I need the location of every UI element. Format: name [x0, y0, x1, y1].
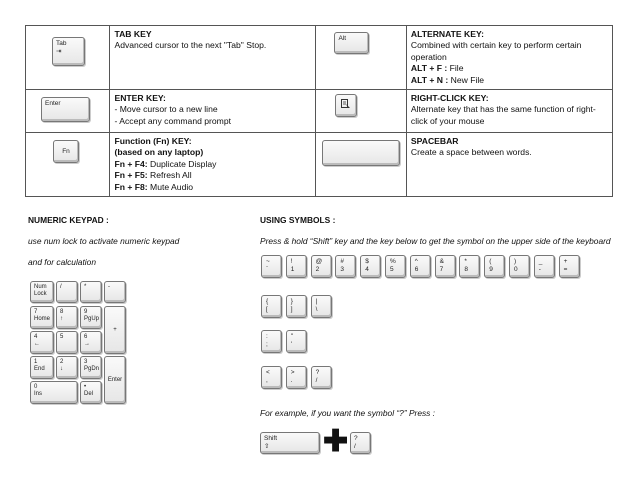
symbol-key: $ 4	[360, 255, 381, 278]
up-arrow-icon: ⇧	[264, 442, 270, 450]
alt-key-cell	[316, 26, 406, 90]
num7-key: 7 Home	[30, 306, 54, 329]
symbol-key: ! 1	[286, 255, 307, 278]
keys-table	[25, 25, 613, 197]
numpad-line2: and for calculation	[28, 257, 96, 267]
plus-sign-icon: ✚	[323, 425, 349, 458]
spacebar-key-desc: SPACEBAR Create a space between words.	[406, 133, 612, 197]
num0-key: 0 Ins	[30, 381, 78, 404]
enter-key-cell	[26, 90, 110, 133]
numpad-enter-key: Enter	[104, 356, 126, 404]
right-click-key-title: RIGHT-CLICK KEY:	[410, 93, 489, 104]
context-menu-icon	[341, 99, 351, 113]
alt-key-image: Alt	[334, 32, 369, 54]
fn-key-title: Function (Fn) KEY:	[114, 136, 192, 147]
tab-key-desc: TAB KEY Advanced cursor to the next "Tab" Stop.	[110, 26, 316, 90]
num1-key: 1 End	[30, 356, 54, 379]
symbol-key: ( 9	[484, 255, 505, 278]
right-click-key-desc: RIGHT-CLICK KEY: Alternate key that has the same function of right-click of your mouse	[406, 90, 612, 133]
symbol-key: " '	[286, 330, 307, 353]
table-row	[26, 133, 613, 197]
num2-key: 2 ↓	[56, 356, 78, 379]
symbol-key: + =	[559, 255, 580, 278]
fn-key-cell	[26, 133, 110, 197]
minus-key: -	[104, 281, 126, 303]
symbol-key: # 3	[335, 255, 356, 278]
symbol-key: % 5	[385, 255, 406, 278]
symbol-key: | \	[311, 295, 332, 318]
enter-key-image: Enter	[41, 97, 90, 122]
symbol-key: ? /	[311, 366, 332, 389]
symbol-key: ~ `	[261, 255, 282, 278]
star-key: *	[80, 281, 102, 303]
symbol-key: > .	[286, 366, 307, 389]
numpad-line1: use num lock to activate numeric keypad	[28, 236, 180, 246]
symbols-heading: USING SYMBOLS :	[260, 215, 336, 225]
symbol-key: _ -	[534, 255, 555, 278]
tab-key-image: Tab ⇥	[52, 37, 85, 66]
right-click-key-image	[335, 94, 357, 117]
table-row	[26, 90, 613, 133]
table-row	[26, 26, 613, 90]
example-text: For example, if you want the symbol “?” Press :	[260, 408, 436, 418]
symbol-key: * 8	[459, 255, 480, 278]
num4-key: 4 ←	[30, 331, 54, 354]
symbol-key: ^ 6	[410, 255, 431, 278]
num6-key: 6 →	[80, 331, 102, 354]
fn-key-image: Fn	[53, 140, 79, 163]
spacebar-key-cell	[316, 133, 406, 197]
right-click-key-cell	[316, 90, 406, 133]
shift-key: Shift ⇧	[260, 432, 320, 454]
alt-key-desc: ALTERNATE KEY: Combined with certain key to perform certain operation ALT + F : File ALT + N : New File	[406, 26, 612, 90]
tab-key-title: TAB KEY	[114, 29, 152, 39]
symbol-key: ) 0	[509, 255, 530, 278]
tab-arrow-icon: ⇥	[56, 47, 62, 55]
num8-key: 8 ↑	[56, 306, 78, 329]
symbol-key: < ,	[261, 366, 282, 389]
symbol-key: } ]	[286, 295, 307, 318]
num9-key: 9 PgUp	[80, 306, 102, 329]
numlock-key: Num Lock	[30, 281, 54, 303]
example-question-key: ? /	[350, 432, 371, 454]
alt-key-title: ALTERNATE KEY:	[410, 29, 484, 39]
slash-key: /	[56, 281, 78, 303]
enter-key-desc: ENTER KEY: - Move cursor to a new line - Accept any command prompt	[110, 90, 316, 133]
num5-key: 5	[56, 331, 78, 354]
dot-key: • Del	[80, 381, 102, 404]
fn-key-desc: Function (Fn) KEY: (based on any laptop) Fn + F4: Duplicate Display Fn + F5: Refresh All Fn + F8: Mute Audio	[110, 133, 316, 197]
symbol-key: : ;	[261, 330, 282, 353]
spacebar-key-image	[322, 140, 400, 166]
symbol-key: { [	[261, 295, 282, 318]
symbol-key: & 7	[435, 255, 456, 278]
tab-key-cell	[26, 26, 110, 90]
symbols-instruction: Press & hold “Shift” key and the key below to get the symbol on the upper side of the keyboard	[260, 236, 611, 246]
num3-key: 3 PgDn	[80, 356, 102, 379]
numpad-heading: NUMERIC KEYPAD :	[28, 215, 109, 225]
symbol-key: @ 2	[311, 255, 332, 278]
enter-key-title: ENTER KEY:	[114, 93, 166, 104]
spacebar-key-title: SPACEBAR	[410, 136, 459, 147]
plus-key: +	[104, 306, 126, 354]
